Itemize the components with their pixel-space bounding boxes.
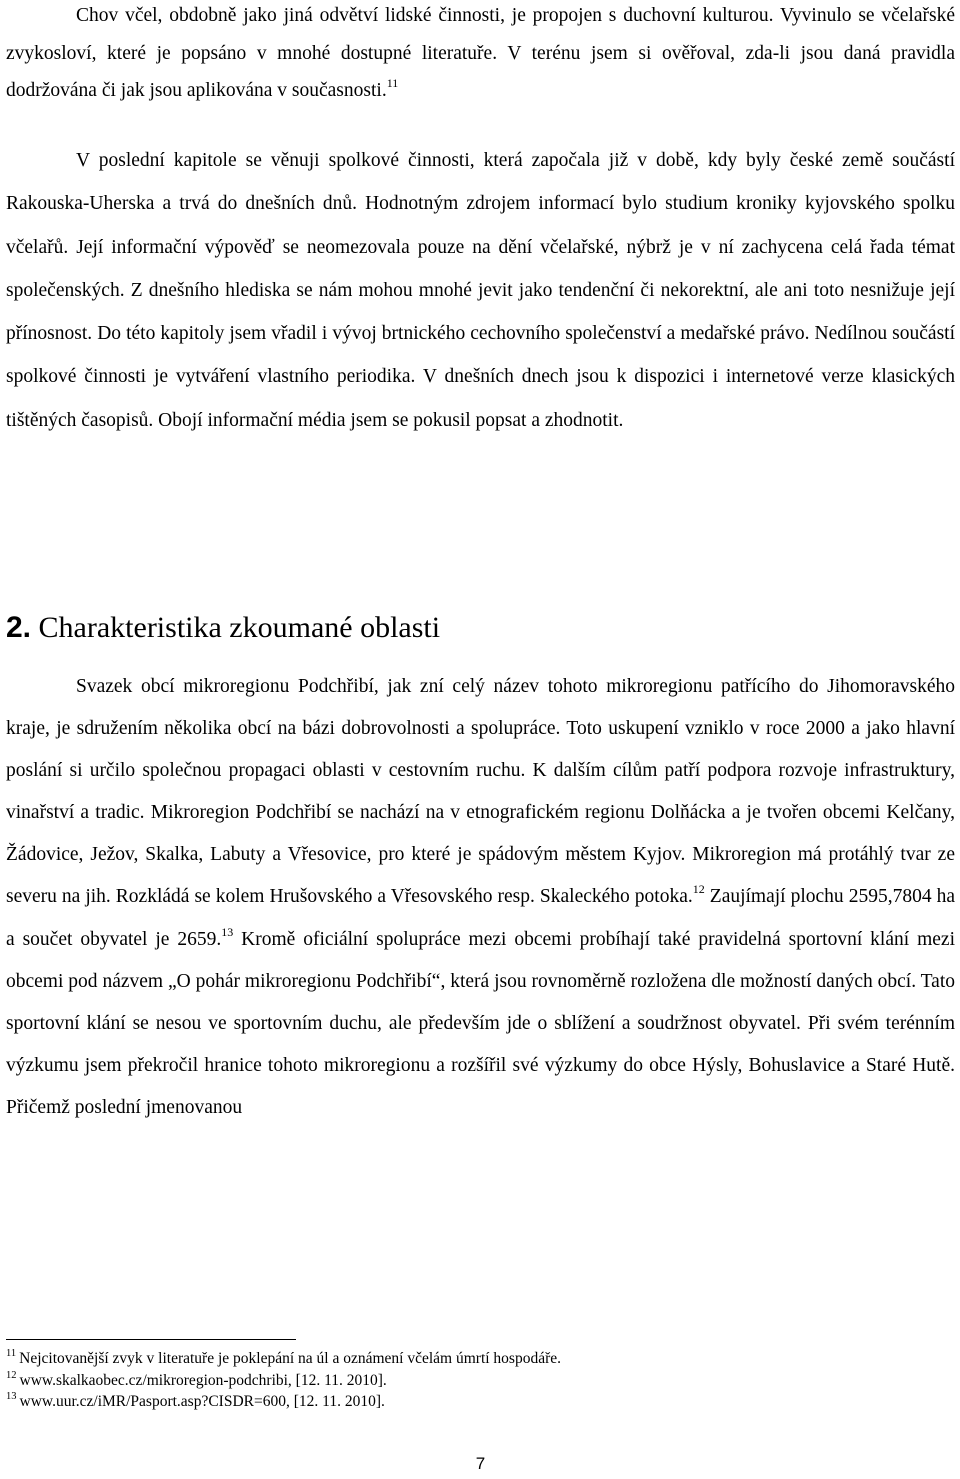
region-text-part1: Svazek obcí mikroregionu Podchřibí, jak zní celý název tohoto mikroregionu patřícího do Jihomoravského kraje, je sdružením několika obcí na bázi dobrovolnosti a spolupráce. Toto uskupení vzniklo v roce 2000 a jako hlavní poslání si určilo společnou propagaci oblasti v cestovním ruchu. K dalším cílům patří podpora rozvoje infrastruktury, vinařství a tradic. Mikroregion Podchřibí se nachází na v etnografickém regionu Dolňácka a je tvořen obcemi Kelčany, Žádovice, Ježov, Skalka, Labuty a Vřesovice, pro které je spádovým městem Kyjov. Mikroregion má protáhlý tvar ze severu na jih. Rozkládá se kolem Hrušovského a Vřesovského resp. Skaleckého potoka. [6, 676, 955, 908]
section-number: 2. [6, 611, 32, 644]
footnote-11 [6, 1348, 955, 1370]
intro-paragraph [6, 0, 955, 110]
footnote-separator [6, 1339, 296, 1340]
footnote-12 [6, 1370, 955, 1392]
footnote-number: 13 [6, 1391, 17, 1402]
footnote-13 [6, 1391, 955, 1413]
region-paragraph [6, 666, 955, 1129]
region-text-part2: Zaujímají plochu 2595,7804 ha a součet obyvatel je 2659. [6, 886, 955, 950]
footnote-number: 11 [6, 1348, 17, 1359]
footnotes [6, 1348, 955, 1413]
chapter-summary-paragraph: V poslední kapitole se věnuji spolkové činnosti, která započala již v době, kdy byly české země součástí Rakouska-Uherska a trvá do dnešních dnů. Hodnotným zdrojem informací bylo studium kroniky kyjovského spolku včelařů. Její informační výpověď se neomezovala pouze na dění včelařské, nýbrž je v ní zachycena celá řada témat společenských. Z dnešního hlediska se nám mohou mnohé jevit jako tendenční či nekorektní, ale ani toto nesnižuje její přínosnost. Do této kapitoly jsem vřadil i vývoj brtnického cechovního společenství a medařské právo. Nedílnou součástí spolkové činnosti je vytváření vlastního periodika. V dnešních dnech jsou k dispozici i internetové verze klasických tištěných časopisů. Obojí informační média jsem se pokusil popsat a zhodnotit. [6, 150, 955, 431]
footnote-ref-11: 11 [386, 76, 399, 90]
footnote-number: 12 [6, 1369, 17, 1381]
intro-text: Chov včel, obdobně jako jiná odvětví lidské činnosti, je propojen s duchovní kulturou. Vyvinulo se včelařské zvykosloví, které je popsáno v mnohé dostupné literatuře. V terénu jsem si ověřoval, zda-li jsou daná pravidla dodržována či jak jsou aplikována v současnosti. [6, 5, 955, 101]
footnote-ref-13: 13 [221, 924, 234, 939]
region-text-part3: Kromě oficiální spolupráce mezi obcemi probíhají také pravidelná sportovní klání mezi obcemi pod názvem „O pohár mikroregionu Podchřibí“, která jsou rovnoměrně rozložena dle možností daných obcí. Tato sportovní klání se nesou ve sportovním duchu, ale především jde o sblížení a soudržnost obyvatel. Při svém terénním výzkumu jsem překročil hranice tohoto mikroregionu a rozšířil své výzkumy do obce Hýsly, Bohuslavice a Staré Hutě. Přičemž poslední jmenovanou [6, 928, 955, 1118]
section-heading [6, 604, 440, 652]
page-number: 7 [475, 1454, 486, 1473]
footnote-ref-12: 12 [692, 882, 705, 897]
section-title: Charakteristika zkoumané oblasti [38, 611, 441, 644]
footnote-text: www.uur.cz/iMR/Pasport.asp?CISDR=600, [12. 11. 2010]. [19, 1393, 385, 1410]
footnote-text: www.skalkaobec.cz/mikroregion-podchribi, [12. 11. 2010]. [19, 1371, 387, 1389]
footnote-text: Nejcitovanější zvyk v literatuře je poklepání na úl a oznámení včelám úmrtí hospodáře. [19, 1350, 562, 1367]
